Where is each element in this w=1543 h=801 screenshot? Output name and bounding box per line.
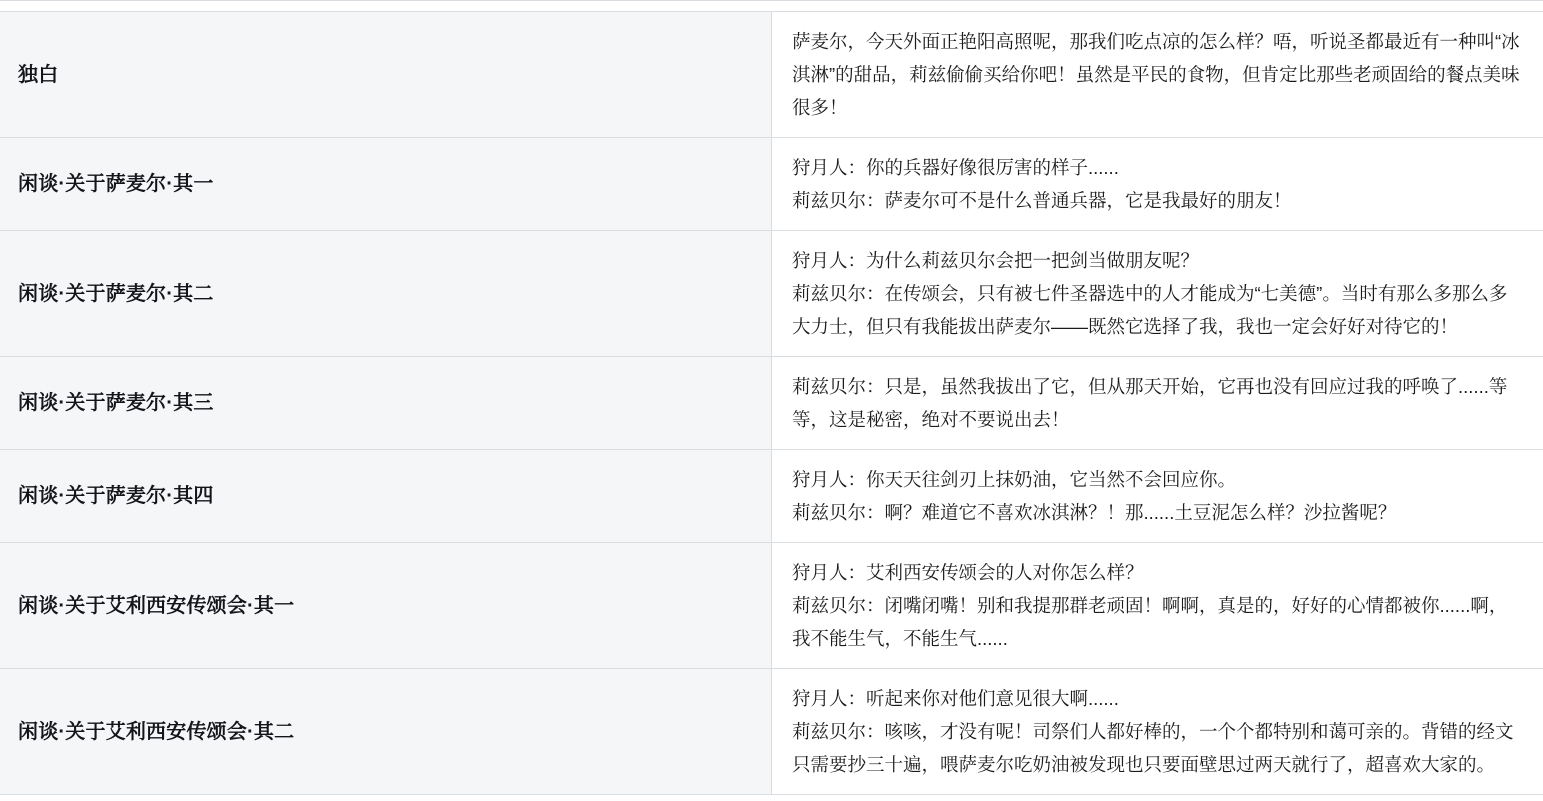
table-row	[0, 357, 1543, 450]
dialogue-line: 莉兹贝尔：咳咳，才没有呢！司祭们人都好棒的，一个个都特别和蔼可亲的。背错的经文只需要抄三十遍，喂萨麦尔吃奶油被发现也只要面壁思过两天就行了，超喜欢大家的。	[792, 715, 1521, 781]
table-row	[0, 231, 1543, 357]
row-text	[772, 12, 1543, 138]
row-label: 闲谈·关于萨麦尔·其三	[0, 357, 772, 450]
row-label: 闲谈·关于艾利西安传颂会·其一	[0, 543, 772, 669]
row-text	[772, 543, 1543, 669]
dialogue-line: 狩月人：艾利西安传颂会的人对你怎么样？	[792, 556, 1521, 589]
table-row	[0, 543, 1543, 669]
dialogue-line: 萨麦尔，今天外面正艳阳高照呢，那我们吃点凉的怎么样？唔，听说圣都最近有一种叫“冰淇淋”的甜品，莉兹偷偷买给你吧！虽然是平民的食物，但肯定比那些老顽固给的餐点美味很多！	[792, 25, 1521, 124]
row-label: 独白	[0, 12, 772, 138]
row-text	[772, 138, 1543, 231]
dialogue-line: 狩月人：你的兵器好像很厉害的样子......	[792, 151, 1521, 184]
table-row	[0, 138, 1543, 231]
row-text	[772, 450, 1543, 543]
table-row	[0, 12, 1543, 138]
dialogue-line: 莉兹贝尔：闭嘴闭嘴！别和我提那群老顽固！啊啊，真是的，好好的心情都被你......啊，我不能生气，不能生气......	[792, 589, 1521, 655]
row-label: 闲谈·关于艾利西安传颂会·其二	[0, 669, 772, 795]
dialogue-line: 莉兹贝尔：啊？难道它不喜欢冰淇淋？！那......土豆泥怎么样？沙拉酱呢？	[792, 496, 1521, 529]
table-row	[0, 450, 1543, 543]
dialogue-line: 莉兹贝尔：只是，虽然我拔出了它，但从那天开始，它再也没有回应过我的呼唤了......等等，这是秘密，绝对不要说出去！	[792, 370, 1521, 436]
row-text	[772, 231, 1543, 357]
row-label: 闲谈·关于萨麦尔·其二	[0, 231, 772, 357]
table-row	[0, 669, 1543, 795]
dialogue-line: 狩月人：为什么莉兹贝尔会把一把剑当做朋友呢？	[792, 244, 1521, 277]
table-bottom-edge	[0, 795, 1543, 801]
dialogue-line: 莉兹贝尔：在传颂会，只有被七件圣器选中的人才能成为“七美德”。当时有那么多那么多大力士，但只有我能拔出萨麦尔——既然它选择了我，我也一定会好好对待它的！	[792, 277, 1521, 343]
table-top-spacer-text	[772, 1, 1543, 12]
dialogue-line: 狩月人：听起来你对他们意见很大啊......	[792, 682, 1521, 715]
row-text	[772, 357, 1543, 450]
dialogue-line: 狩月人：你天天往剑刃上抹奶油，它当然不会回应你。	[792, 463, 1521, 496]
table-top-spacer	[0, 1, 1543, 12]
dialogue-line: 莉兹贝尔：萨麦尔可不是什么普通兵器，它是我最好的朋友！	[792, 184, 1521, 217]
table-top-spacer-label	[0, 1, 772, 12]
row-label: 闲谈·关于萨麦尔·其四	[0, 450, 772, 543]
voice-lines-body	[0, 1, 1543, 795]
row-text	[772, 669, 1543, 795]
row-label: 闲谈·关于萨麦尔·其一	[0, 138, 772, 231]
